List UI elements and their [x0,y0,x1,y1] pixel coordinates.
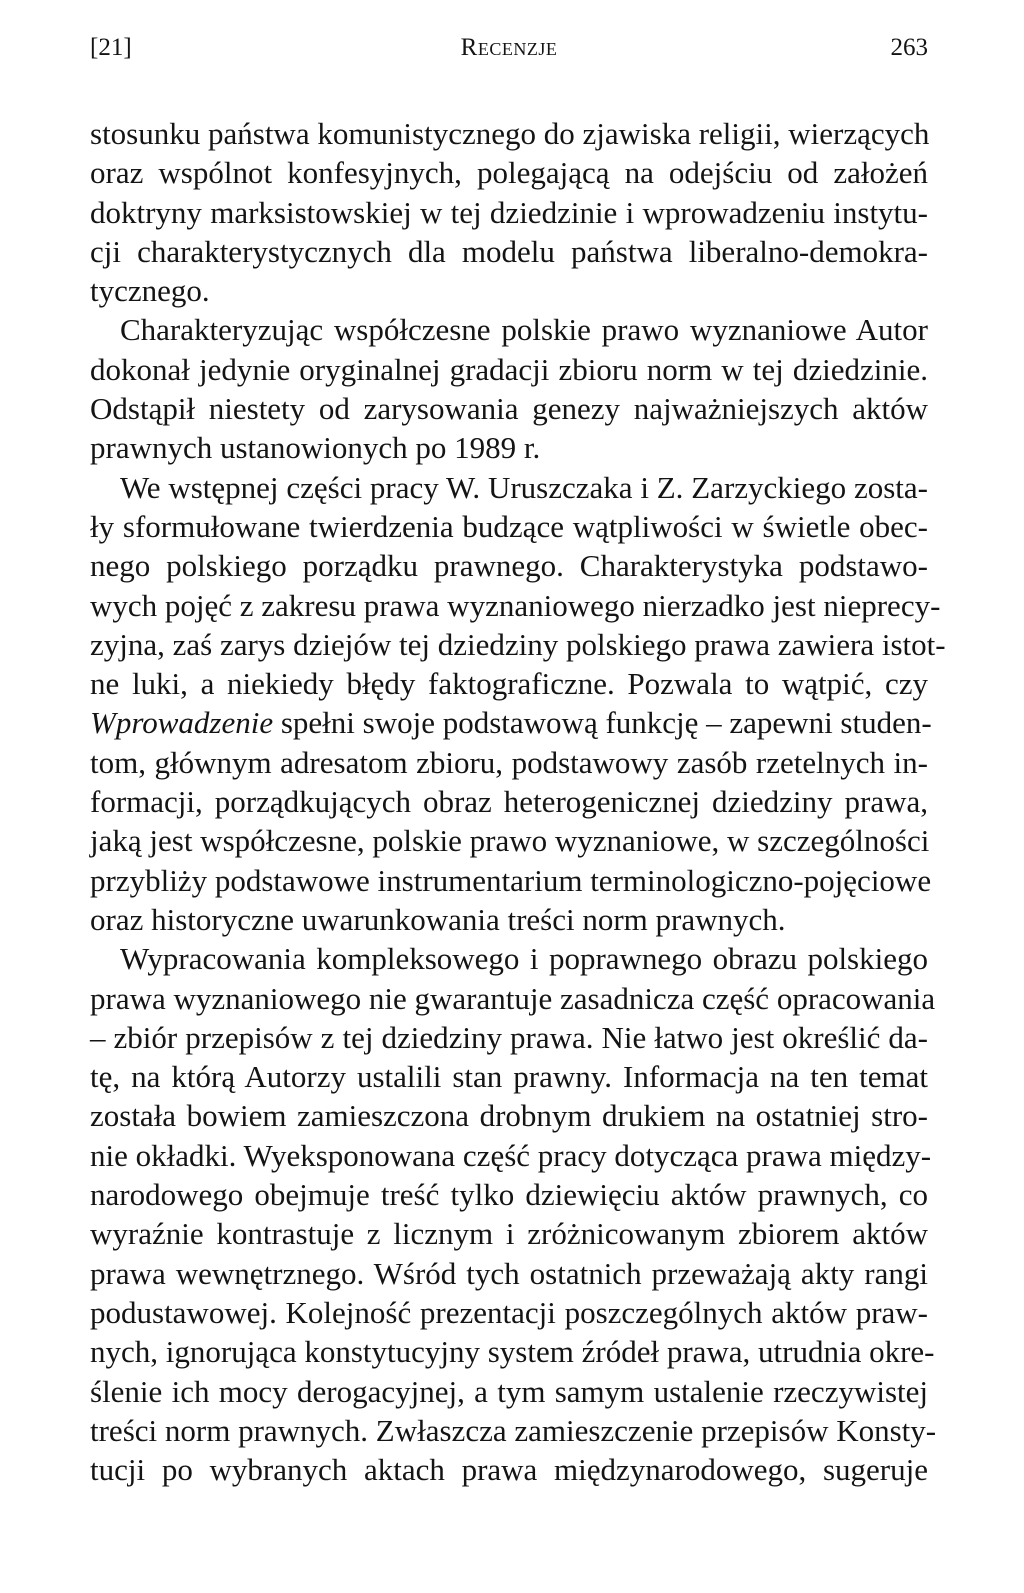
text-line: tycznego. [90,273,210,309]
text-line: prawa wewnętrznego. Wśród tych ostatnich przeważają akty rangi [90,1255,928,1291]
text-line: formacji, porządkujących obraz heterogenicznej dziedziny prawa, [90,784,928,820]
text-line: stosunku państwa komunistycznego do zjawiska religii, wierzących [90,116,930,151]
text-line: prawnych ustanowionych po 1989 r. [90,430,541,466]
text-line: nych, ignorująca konstytucyjny system źródeł prawa, utrudnia okre- [90,1334,935,1370]
text-line: została bowiem zamieszczona drobnym drukiem na ostatniej stro- [90,1098,928,1134]
text-line: ły sformułowane twierdzenia budzące wątpliwości w świetle obec- [90,508,928,544]
paragraph [90,939,937,1489]
text-line: tucji po wybranych aktach prawa międzynarodowego, sugeruje [90,1452,928,1488]
text-line: przybliży podstawowe instrumentarium terminologiczno-pojęciowe [90,862,932,898]
running-head [90,28,928,68]
text-line: treści norm prawnych. Zwłaszcza zamieszczenie przepisów Konsty- [90,1412,937,1448]
paragraph [90,468,946,940]
text-line: doktryny marksistowskiej w tej dziedzinie i wprowadzeniu instytu- [90,194,928,230]
text-line: oraz wspólnot konfesyjnych, polegającą na odejściu od założeń [90,155,928,191]
italic-title: Wprowadzenie [90,705,274,741]
text-line: ślenie ich mocy derogacyjnej, a tym samym ustalenie rzeczywistej [90,1373,928,1409]
text-line: podustawowej. Kolejność prezentacji poszczególnych aktów praw- [90,1294,928,1330]
text-line: Charakteryzując współczesne polskie prawo wyznaniowe Autor [120,312,928,348]
text-line: ne luki, a niekiedy błędy faktograficzne. Pozwala to wątpić, czy [90,666,928,702]
paragraph [90,310,928,467]
text-line: tom, głównym adresatom zbioru, podstawowy zasób rzetelnych in- [90,744,928,780]
text-line: – zbiór przepisów z tej dziedziny prawa. Nie łatwo jest określić da- [90,1019,928,1055]
text-line: Wypracowania kompleksowego i poprawnego obrazu polskiego [120,941,928,977]
text-line [90,703,932,742]
text-line: Odstąpił niestety od zarysowania genezy najważniejszych aktów [90,391,928,427]
body-text [90,114,946,1489]
text-line: prawa wyznaniowego nie gwarantuje zasadnicza część opracowania [90,980,936,1016]
page [90,28,946,1489]
text-line: We wstępnej części pracy W. Uruszczaka i Z. Zarzyckiego zosta- [120,469,928,505]
text-line: tę, na którą Autorzy ustalili stan prawny. Informacja na ten temat [90,1059,928,1095]
text-line: jaką jest współczesne, polskie prawo wyznaniowe, w szczególności [90,823,930,859]
text-line: zyjna, zaś zarys dziejów tej dziedziny polskiego prawa zawiera istot- [90,626,946,662]
text-line: nego polskiego porządku prawnego. Charakterystyka podstawo- [90,548,928,584]
text-line: oraz historyczne uwarunkowania treści norm prawnych. [90,901,786,937]
section-number: [21] [90,34,132,61]
running-title: Recenzje [460,34,558,61]
paragraph [90,114,928,310]
text-line: cji charakterystycznych dla modelu państwa liberalno-demokra- [90,233,928,269]
text-line: wyraźnie kontrastuje z licznym i zróżnicowanym zbiorem aktów [90,1216,928,1252]
page-number: 263 [890,34,928,61]
text-line: dokonał jedynie oryginalnej gradacji zbioru norm w tej dziedzinie. [90,351,928,387]
text-line: wych pojęć z zakresu prawa wyznaniowego nierzadko jest nieprecy- [90,587,941,623]
text-line: nie okładki. Wyeksponowana część pracy dotycząca prawa między- [90,1137,932,1173]
text-line: narodowego obejmuje treść tylko dziewięciu aktów prawnych, co [90,1177,928,1213]
text-fragment: spełni swoje podstawową funkcję – zapewni studen- [280,705,932,741]
